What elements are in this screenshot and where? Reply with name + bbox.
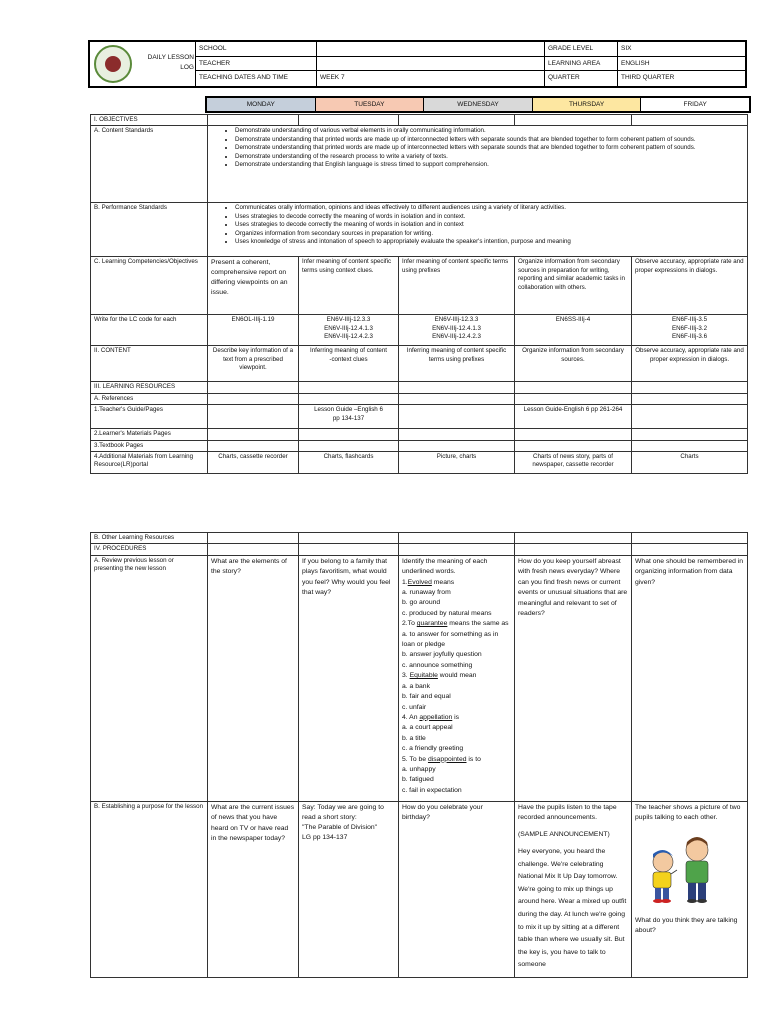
announcement-text: Hey everyone, you heard the challenge. We're celebrating National Mix It Up Day tomorrow. We're going to mix up things up around here. Wear a mixed up outfit during the day. At lunch we're going to mix it up by sitting at a different table than where we usually sit. But the key is, you have to talk to someone <box>518 848 627 969</box>
performance-standards-label: B. Performance Standards <box>91 203 208 257</box>
other-resources-label: B. Other Learning Resources <box>91 533 208 544</box>
quarter-value: THIRD QUARTER <box>621 74 675 82</box>
review-tuesday: If you belong to a family that plays favoritism, what would you feel? Why would you feel that way? <box>299 555 399 801</box>
list-item: b. a title <box>402 734 426 742</box>
day-friday: FRIDAY <box>641 98 749 111</box>
table-row <box>91 440 748 451</box>
dll-table-top <box>90 114 748 474</box>
references-label: A. References <box>91 393 208 404</box>
table-row <box>91 533 748 544</box>
header-values <box>317 42 545 86</box>
logo-cell <box>90 42 196 86</box>
wed-intro: Identify the meaning of each underlined words. <box>402 557 488 576</box>
table-row <box>91 429 748 440</box>
list-item: c. a friendly greeting <box>402 745 464 753</box>
table-row <box>91 452 748 474</box>
two-pupils-talking-image <box>639 834 719 906</box>
review-friday: What one should be remembered in organizing information from data given? <box>632 555 748 801</box>
lm-label: 2.Learner's Materials Pages <box>91 429 208 440</box>
list-item: a. a court appeal <box>402 724 453 732</box>
list-item: • Uses knowledge of stress and intonation of speech to appropriately evaluate the speaker's intention, purpose and meaning <box>235 238 744 246</box>
tg-label: 1.Teacher's Guide/Pages <box>91 405 208 429</box>
competency-wednesday: Infer meaning of content specific terms using prefixes <box>399 257 515 315</box>
table-row <box>91 801 748 977</box>
am-friday: Charts <box>632 452 748 474</box>
list-item: b. fair and equal <box>402 693 451 701</box>
table-row <box>91 405 748 429</box>
teacher-label: TEACHER <box>196 57 316 72</box>
content-friday: Observe accuracy, appropriate rate and proper expression in dialogs. <box>632 346 748 382</box>
area-value: ENGLISH <box>618 57 745 72</box>
list-item: b. go around <box>402 599 441 607</box>
performance-standards <box>208 203 748 257</box>
table-row <box>91 393 748 404</box>
lc-code-friday: EN6F-IIIj-3.5 EN6F-IIIj-3.2 EN6F-IIIj-3.6 <box>632 315 748 346</box>
table-row <box>91 555 748 801</box>
competency-monday: Present a coherent, comprehensive report on differing viewpoints on an issue. <box>208 257 299 315</box>
list-item: c. produced by natural means <box>402 609 492 617</box>
list-item: a. unhappy <box>402 765 436 773</box>
tb-label: 3.Textbook Pages <box>91 440 208 451</box>
school-value <box>317 42 544 57</box>
purpose-wednesday: How do you celebrate your birthday? <box>399 801 515 977</box>
am-label: 4.Additional Materials from Learning Resource(LR)portal <box>91 452 208 474</box>
list-item: • Organizes information from secondary sources in preparation for writing. <box>235 230 744 238</box>
am-thursday: Charts of news story, parts of newspaper, cassette recorder <box>515 452 632 474</box>
table-row <box>91 544 748 555</box>
q2: 2.To guarantee means the same as <box>402 620 509 628</box>
content-standards-label: A. Content Standards <box>91 126 208 203</box>
fri-purpose-text: The teacher shows a picture of two pupils talking to each other. <box>635 803 741 822</box>
am-wednesday: Picture, charts <box>399 452 515 474</box>
header-values2 <box>618 42 745 86</box>
content-wednesday: Inferring meaning of content specific terms using prefixes <box>399 346 515 382</box>
content-standards <box>208 126 748 203</box>
purpose-monday: What are the current issues of news that you have heard on TV or have read in the newspaper today? <box>208 801 299 977</box>
procedures-heading: IV. PROCEDURES <box>91 544 208 555</box>
list-item: • Demonstrate understanding that English language is stress timed to support comprehension. <box>235 161 744 169</box>
competencies-label: C. Learning Competencies/Objectives <box>91 257 208 315</box>
lc-code-wednesday: EN6V-IIIj-12.3.3 EN6V-IIIj-12.4.1.3 EN6V-IIIj-12.4.2.3 <box>399 315 515 346</box>
grade-label: GRADE LEVEL <box>545 42 617 57</box>
am-tuesday: Charts, flashcards <box>299 452 399 474</box>
competency-friday: Observe accuracy, appropriate rate and proper expressions in dialogs. <box>632 257 748 315</box>
title-line1: DAILY LESSON <box>147 54 194 61</box>
list-item: b. answer joyfully question <box>402 651 482 659</box>
table-row <box>91 346 748 382</box>
table-row <box>91 257 748 315</box>
lc-code-tuesday: EN6V-IIIj-12.3.3 EN6V-IIIj-12.4.1.3 EN6V-IIIj-12.4.2.3 <box>299 315 399 346</box>
dates-value: WEEK 7 <box>320 74 345 82</box>
table-row <box>91 382 748 393</box>
header <box>88 40 747 88</box>
lc-code-monday: EN6OL-IIIj-1.19 <box>208 315 299 346</box>
area-label: LEARNING AREA <box>545 57 617 72</box>
list-item: a. runaway from <box>402 589 451 597</box>
tg-monday <box>208 405 299 429</box>
table-row <box>91 126 748 203</box>
competency-thursday: Organize information from secondary sources in preparation for writing, reporting and similar academic tasks in collaboration with others. <box>515 257 632 315</box>
list-item: a. a bank <box>402 682 430 690</box>
quarter-label: QUARTER <box>548 74 580 82</box>
dll-title <box>134 53 194 73</box>
dates-label: TEACHING DATES AND TIME <box>199 74 288 82</box>
deped-seal-icon <box>94 45 132 83</box>
purpose-thursday-text: Have the pupils listen to the tape recorded announcements. <box>518 803 617 822</box>
purpose-friday <box>632 801 748 977</box>
day-tuesday: TUESDAY <box>316 98 425 111</box>
tg-tuesday: Lesson Guide –English 6 pp 134-137 <box>299 405 399 429</box>
day-bar <box>205 96 751 113</box>
resources-heading: III. LEARNING RESOURCES <box>91 382 208 393</box>
table-row <box>91 203 748 257</box>
content-monday: Describe key information of a text from a prescribed viewpoint. <box>208 346 299 382</box>
list-item: • Communicates orally information, opinions and ideas effectively to different audiences using a variety of literary activities. <box>235 204 744 212</box>
tg-thursday: Lesson Guide-English 6 pp 261-264 <box>515 405 632 429</box>
purpose-label: B. Establishing a purpose for the lesson <box>91 801 208 977</box>
q1: 1.Evolved means <box>402 578 455 586</box>
content-tuesday: Inferring meaning of content -context clues <box>299 346 399 382</box>
list-item: c. announce something <box>402 661 473 669</box>
list-item: a. to answer for something as in loan or pledge <box>402 630 499 649</box>
sample-heading: (SAMPLE ANNOUNCEMENT) <box>518 830 610 838</box>
purpose-tuesday: Say: Today we are going to read a short story: "The Parable of Division" LG pp 134-137 <box>299 801 399 977</box>
title-line2: LOG <box>180 64 194 71</box>
content-label: II. CONTENT <box>91 346 208 382</box>
list-item: • Demonstrate understanding that printed words are made up of interconnected letters with separate sounds that are blended together to form coherent pattern of sounds. <box>235 136 744 144</box>
q5: 5. To be disappointed is to <box>402 755 481 763</box>
content-thursday: Organize information from secondary sources. <box>515 346 632 382</box>
list-item: c. fail in expectation <box>402 786 462 794</box>
table-row <box>91 315 748 346</box>
list-item: • Uses strategies to decode correctly the meaning of words in isolation and in context. <box>235 213 744 221</box>
grade-value: SIX <box>618 42 745 57</box>
table-row <box>91 115 748 126</box>
teacher-value <box>317 57 544 72</box>
review-thursday: How do you keep yourself abreast with fresh news everyday? Where can you find fresh news or current events or unusual situations that are meaningful and relevant to set of readers? <box>515 555 632 801</box>
day-monday: MONDAY <box>207 98 316 111</box>
list-item: • Uses strategies to decode correctly the meaning of words in isolation and in context <box>235 221 744 229</box>
am-monday: Charts, cassette recorder <box>208 452 299 474</box>
fri-question-text: What do you think they are talking about? <box>635 916 738 935</box>
list-item: • Demonstrate understanding of various verbal elements in orally communicating information. <box>235 127 744 135</box>
q3: 3. Equitable would mean <box>402 672 477 680</box>
tg-friday <box>632 405 748 429</box>
tg-wednesday <box>399 405 515 429</box>
competency-tuesday: Infer meaning of content specific terms using context clues. <box>299 257 399 315</box>
list-item: • Demonstrate understanding of the research process to write a variety of texts. <box>235 153 744 161</box>
q4: 4. An appellation is <box>402 713 460 721</box>
header-labels2 <box>545 42 618 86</box>
lc-code-label: Write for the LC code for each <box>91 315 208 346</box>
list-item: b. fatigued <box>402 776 434 784</box>
purpose-thursday <box>515 801 632 977</box>
header-labels <box>196 42 317 86</box>
objectives-heading: I. OBJECTIVES <box>91 115 208 126</box>
day-thursday: THURSDAY <box>533 98 642 111</box>
list-item: c. unfair <box>402 703 427 711</box>
day-wednesday: WEDNESDAY <box>424 98 533 111</box>
review-monday: What are the elements of the story? <box>208 555 299 801</box>
review-wednesday <box>399 555 515 801</box>
review-label: A. Review previous lesson or presenting the new lesson <box>91 555 208 801</box>
dll-table-bottom <box>90 532 748 978</box>
list-item: • Demonstrate understanding that printed words are made up of interconnected letters with separate sounds that are blended together to form coherent pattern of sounds. <box>235 144 744 152</box>
school-label: SCHOOL <box>196 42 316 57</box>
lc-code-thursday: EN6SS-IIIj-4 <box>515 315 632 346</box>
